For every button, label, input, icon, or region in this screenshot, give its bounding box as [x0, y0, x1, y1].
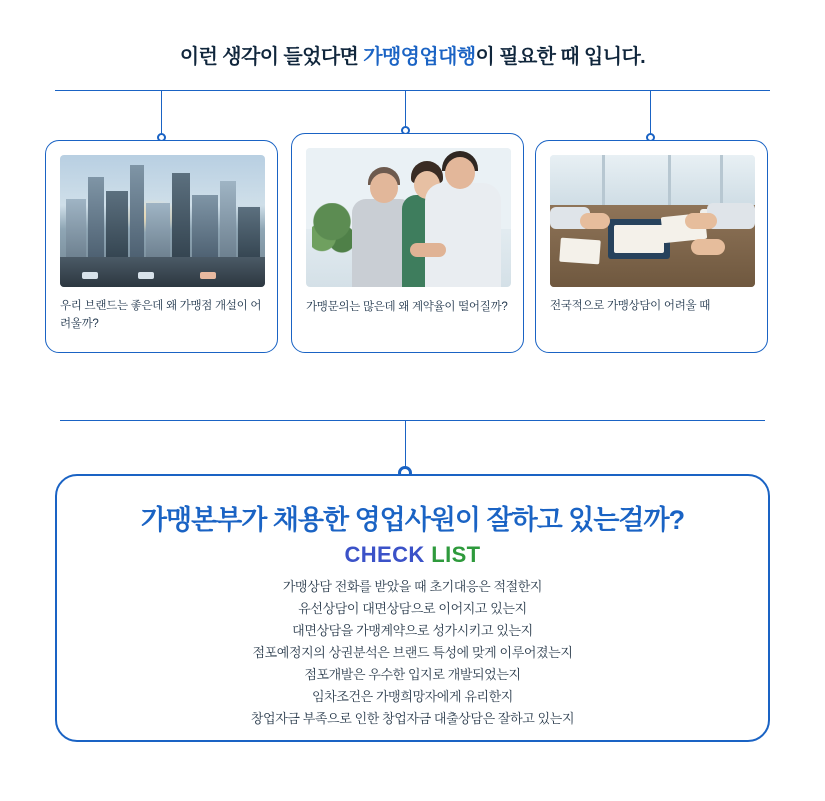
checklist-subtitle-check: CHECK [344, 542, 425, 567]
connector-vertical-card-2 [405, 90, 406, 130]
checklist-panel [55, 474, 770, 742]
checklist-panel-subtitle [57, 542, 768, 568]
info-card-1-caption: 우리 브랜드는 좋은데 왜 가맹점 개설이 어려울까? [60, 300, 262, 330]
list-item: 점포예정지의 상권분석은 브랜드 특성에 맞게 이루어졌는지 [252, 645, 573, 660]
city-skyline-photo [60, 155, 265, 287]
checklist [57, 576, 768, 730]
connector-vertical-card-1 [161, 90, 162, 138]
connector-vertical-card-3 [650, 90, 651, 138]
connector-horizontal-top [55, 90, 770, 91]
headline-prefix: 이런 생각이 들었다면 [179, 46, 364, 68]
checklist-panel-title: 가맹본부가 채용한 영업사원이 잘하고 있는걸까? [140, 505, 685, 535]
info-card-2 [291, 133, 524, 353]
list-item: 대면상담을 가맹계약으로 성가시키고 있는지 [292, 623, 533, 638]
list-item: 임차조건은 가맹희망자에게 유리한지 [312, 689, 513, 704]
list-item: 점포개발은 우수한 입지로 개발되었는지 [304, 667, 521, 682]
list-item: 가맹상담 전화를 받았을 때 초기대응은 적절한지 [282, 579, 543, 594]
headline-suffix: 이 필요한 때 입니다. [475, 46, 646, 68]
info-card-2-caption: 가맹문의는 많은데 왜 계약율이 떨어질까? [306, 301, 508, 313]
list-item: 유선상담이 대면상담으로 이어지고 있는지 [298, 601, 527, 616]
connector-vertical-panel [405, 420, 406, 472]
desk-consultation-photo [550, 155, 755, 287]
info-card-3 [535, 140, 768, 353]
headline-accent: 가맹영업대행 [363, 46, 476, 68]
checklist-subtitle-list: LIST [431, 542, 481, 567]
info-card-3-caption: 전국적으로 가맹상담이 어려울 때 [550, 300, 711, 312]
handshake-meeting-photo [306, 148, 511, 287]
page-title [0, 40, 825, 69]
info-card-1 [45, 140, 278, 353]
connector-horizontal-mid [60, 420, 765, 421]
list-item: 창업자금 부족으로 인한 창업자금 대출상담은 잘하고 있는지 [250, 711, 575, 726]
